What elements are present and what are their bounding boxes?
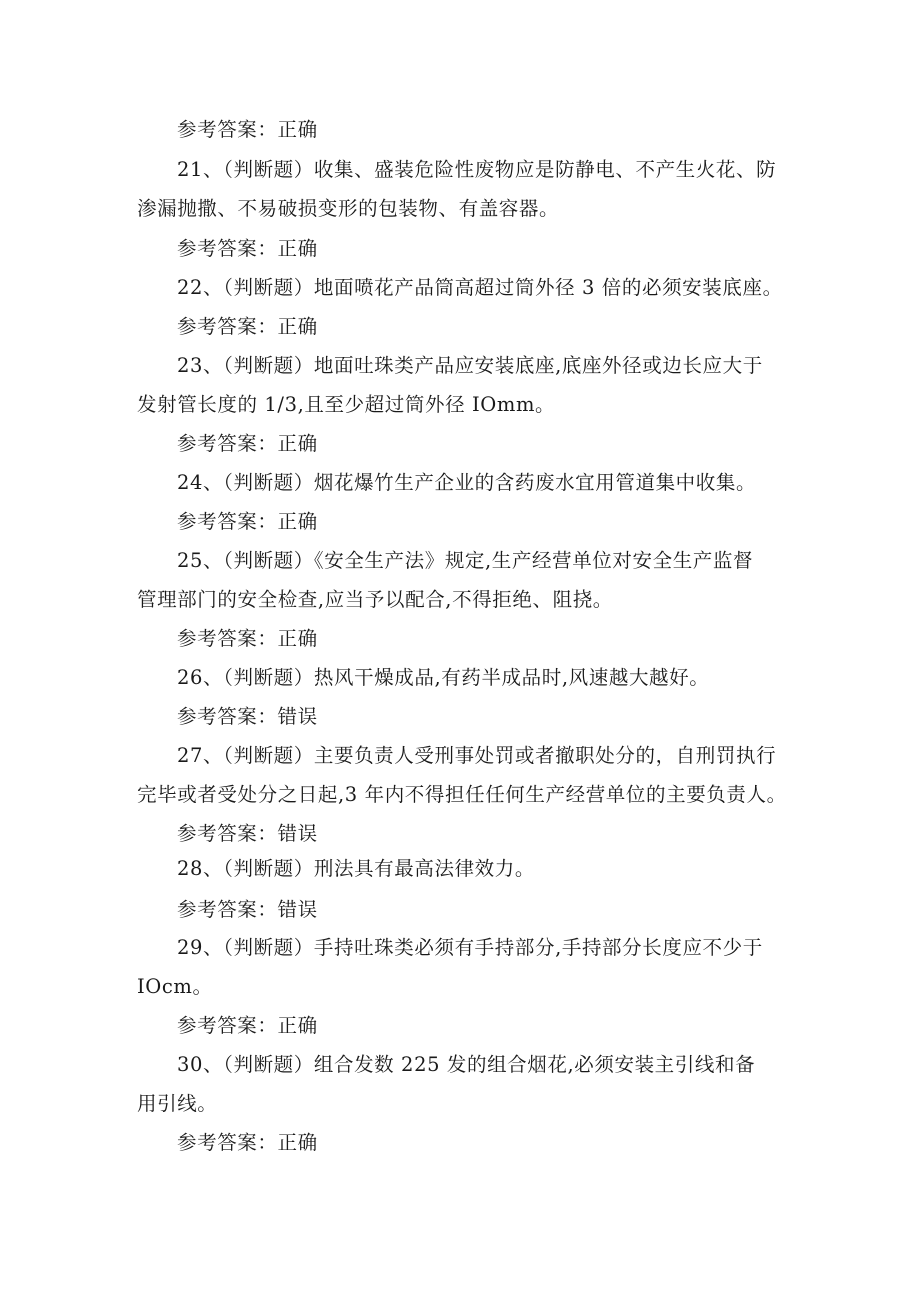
question-23-line-1: 23、（判断题）地面吐珠类产品应安装底座,底座外径或边长应大于: [177, 354, 763, 377]
answer-line: 参考答案：正确: [177, 118, 318, 141]
answer-21: 参考答案：正确: [177, 237, 318, 260]
question-25-line-1: 25、（判断题）《安全生产法》规定,生产经营单位对安全生产监督: [177, 549, 754, 572]
question-25-line-2: 管理部门的安全检查,应当予以配合,不得拒绝、阻挠。: [137, 588, 613, 611]
question-27-line-2: 完毕或者受处分之日起,3 年内不得担任任何生产经营单位的主要负责人。: [137, 783, 787, 806]
question-29-line-2: IOcm。: [137, 975, 213, 998]
answer-23: 参考答案：正确: [177, 432, 318, 455]
question-21-line-1: 21、（判断题）收集、盛装危险性废物应是防静电、不产生火花、防: [177, 158, 777, 181]
question-30-line-2: 用引线。: [137, 1092, 218, 1115]
question-30-line-1: 30、（判断题）组合发数 225 发的组合烟花,必须安装主引线和备: [177, 1053, 756, 1076]
answer-26: 参考答案：错误: [177, 705, 318, 728]
question-22-line-1: 22、（判断题）地面喷花产品筒高超过筒外径 3 倍的必须安装底座。: [177, 276, 783, 299]
answer-29: 参考答案：正确: [177, 1014, 318, 1037]
question-24-line-1: 24、（判断题）烟花爆竹生产企业的含药废水宜用管道集中收集。: [177, 471, 757, 494]
question-27-line-1: 27、（判断题）主要负责人受刑事处罚或者撤职处分的，自刑罚执行: [177, 744, 777, 767]
answer-27: 参考答案：错误: [177, 822, 318, 845]
question-29-line-1: 29、（判断题）手持吐珠类必须有手持部分,手持部分长度应不少于: [177, 936, 763, 959]
question-26-line-1: 26、（判断题）热风干燥成品,有药半成品时,风速越大越好。: [177, 666, 710, 689]
answer-28: 参考答案：错误: [177, 898, 318, 921]
answer-25: 参考答案：正确: [177, 627, 318, 650]
answer-22: 参考答案：正确: [177, 315, 318, 338]
answer-30: 参考答案：正确: [177, 1131, 318, 1154]
question-23-line-2: 发射管长度的 1/3,且至少超过筒外径 IOmm。: [137, 393, 556, 416]
answer-24: 参考答案：正确: [177, 510, 318, 533]
question-21-line-2: 渗漏抛撒、不易破损变形的包装物、有盖容器。: [137, 197, 560, 220]
question-28-line-1: 28、（判断题）刑法具有最高法律效力。: [177, 857, 535, 880]
